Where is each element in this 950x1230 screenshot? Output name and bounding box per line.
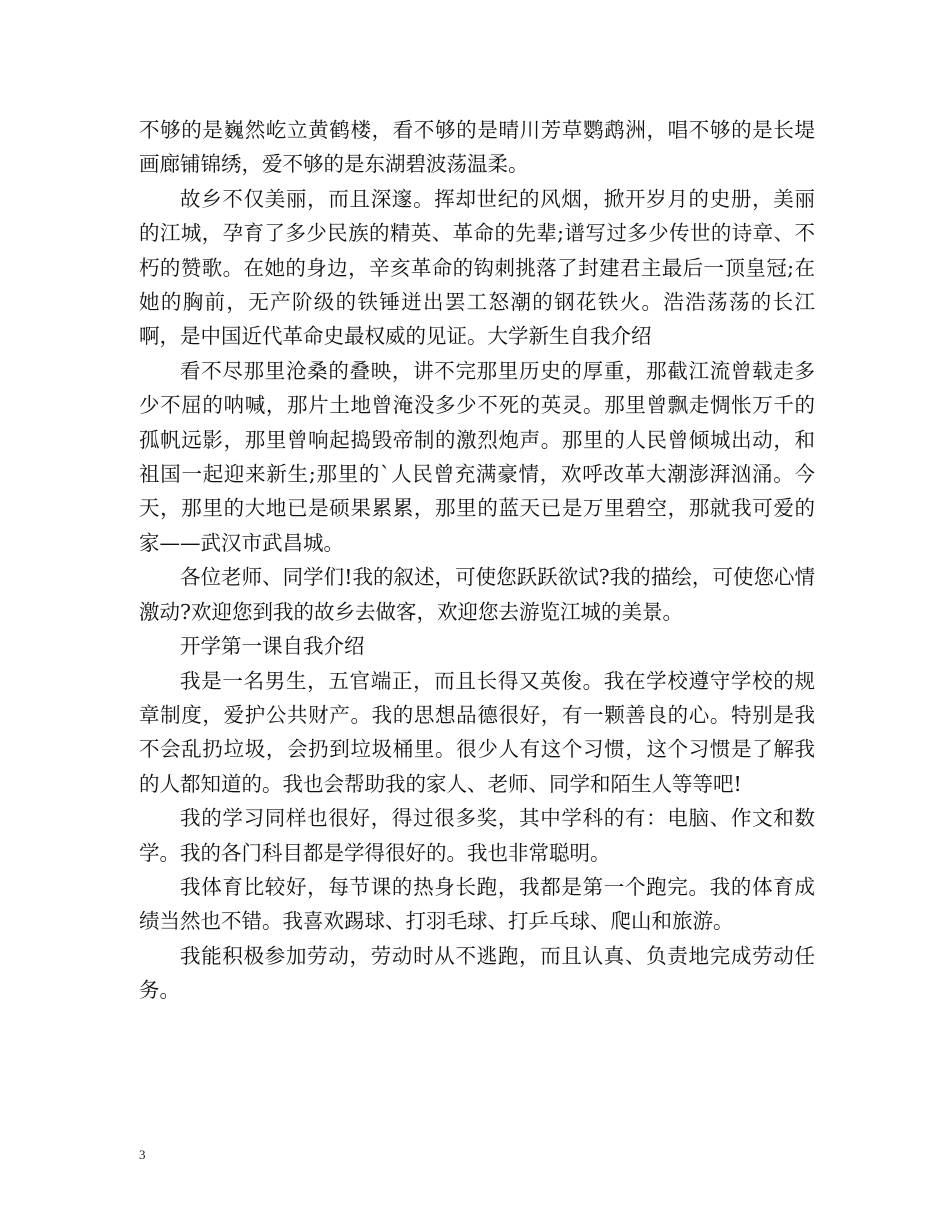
paragraph-7: 我体育比较好，每节课的热身长跑，我都是第一个跑完。我的体育成绩当然也不错。我喜欢踢球、打羽毛球、打乒乓球、爬山和旅游。 — [139, 874, 815, 934]
paragraph-8: 我能积极参加劳动，劳动时从不逃跑，而且认真、负责地完成劳动任务。 — [139, 943, 815, 1003]
paragraph-3: 看不尽那里沧桑的叠映，讲不完那里历史的厚重，那截江流曾载走多少不屈的呐喊，那片土地曾淹没多少不死的英灵。那里曾飘走惆怅万千的孤帆远影，那里曾响起捣毁帝制的激烈炮声。那里的人民曾倾城出动，和祖国一起迎来新生;那里的`人民曾充满豪情，欢呼改革大潮澎湃汹涌。今天，那里的大地已是硕果累累，那里的蓝天已是万里碧空，那就我可爱的家——武汉市武昌城。 — [139, 358, 815, 555]
paragraph-4: 各位老师、同学们!我的叙述，可使您跃跃欲试?我的描绘，可使您心情激动?欢迎您到我的故乡去做客，欢迎您去游览江城的美景。 — [139, 565, 815, 624]
page-number: 3 — [139, 1147, 146, 1162]
paragraph-6: 我的学习同样也很好，得过很多奖，其中学科的有：电脑、作文和数学。我的各门科目都是学得很好的。我也非常聪明。 — [139, 806, 815, 865]
document-body — [139, 113, 815, 1008]
section-heading: 开学第一课自我介绍 — [180, 634, 365, 659]
paragraph-2: 故乡不仅美丽，而且深邃。挥却世纪的风烟，掀开岁月的史册，美丽的江城，孕育了多少民族的精英、革命的先辈;谱写过多少传世的诗章、不朽的赞歌。在她的身边，辛亥革命的钩刺挑落了封建君主最后一顶皇冠;在她的胸前，无产阶级的铁锤迸出罢工怒潮的钢花铁火。浩浩荡荡的长江啊，是中国近代革命史最权威的见证。大学新生自我介绍 — [139, 186, 815, 349]
paragraph-1: 不够的是巍然屹立黄鹤楼，看不够的是晴川芳草鹦鹉洲，唱不够的是长堤画廊铺锦绣，爱不够的是东湖碧波荡温柔。 — [139, 118, 815, 177]
paragraph-5: 我是一名男生，五官端正，而且长得又英俊。我在学校遵守学校的规章制度，爱护公共财产。我的思想品德很好，有一颗善良的心。特别是我不会乱扔垃圾，会扔到垃圾桶里。很少人有这个习惯，这个习惯是了解我的人都知道的。我也会帮助我的家人、老师、同学和陌生人等等吧! — [139, 668, 815, 796]
